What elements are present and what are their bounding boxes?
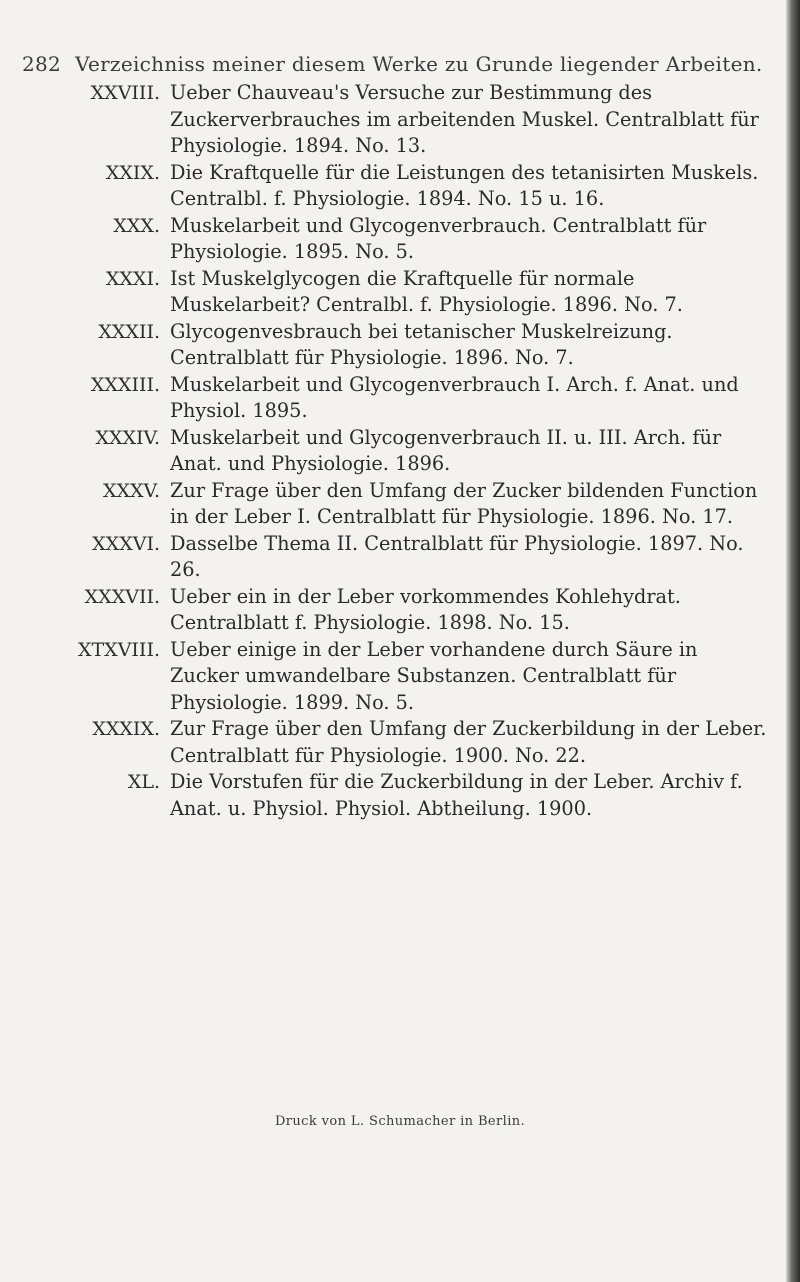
list-item: [0, 213, 800, 266]
entry-text: Die Kraftquelle für die Leistungen des tetanisirten Muskels. Centralbl. f. Physiologie. 1894. No. 15 u. 16.: [170, 160, 759, 210]
entry-text: Muskelarbeit und Glycogenverbrauch. Centralblatt für Physiologie. 1895. No. 5.: [170, 213, 707, 263]
entry-number: XXXVII.: [84, 585, 160, 608]
list-item: [0, 769, 800, 822]
entry-number: XXXIV.: [95, 426, 160, 449]
entry-number: XXIX.: [105, 161, 160, 184]
entry-number: XXVIII.: [90, 82, 160, 104]
publication-list: [0, 80, 800, 822]
list-item: [0, 637, 800, 717]
entry-number: XXXVI.: [92, 532, 160, 555]
list-item: [0, 372, 800, 425]
entry-number: XL.: [127, 771, 160, 793]
printer-imprint: Druck von L. Schumacher in Berlin.: [274, 1114, 526, 1129]
list-item: [0, 319, 800, 372]
list-item: [0, 478, 800, 531]
list-item: [0, 266, 800, 319]
entry-text: Dasselbe Thema II. Centralblatt für Physiologie. 1897. No. 26.: [170, 531, 744, 581]
entry-text: Ist Muskelglycogen die Kraftquelle für normale Muskelarbeit? Centralbl. f. Physiologie. 1896. No. 7.: [170, 266, 683, 316]
entry-text: Ueber ein in der Leber vorkommendes Kohlehydrat. Centralblatt f. Physiologie. 1898. No. 15.: [170, 584, 681, 634]
page-number: 282: [22, 52, 62, 76]
entry-number: XXXV.: [102, 479, 160, 502]
entry-number: XXXI.: [105, 267, 160, 290]
entry-text: Muskelarbeit und Glycogenverbrauch I. Arch. f. Anat. und Physiol. 1895.: [170, 372, 739, 422]
entry-text: Zur Frage über den Umfang der Zuckerbildung in der Leber. Centralblatt für Physiologie. 1900. No. 22.: [170, 717, 767, 767]
entry-text: Ueber einige in der Leber vorhandene durch Säure in Zucker umwandelbare Substanzen. Centralblatt für Physiologie. 1899. No. 5.: [170, 637, 698, 714]
running-title: Verzeichniss meiner diesem Werke zu Grunde liegender Arbeiten.: [75, 52, 763, 76]
entry-number: XXXII.: [98, 320, 160, 343]
running-header: [22, 52, 762, 76]
list-item: [0, 716, 800, 769]
entry-number: XXXIX.: [92, 718, 160, 740]
entry-text: Ueber Chauveau's Versuche zur Bestimmung des Zuckerverbrauches im arbeitenden Muskel. Centralblatt für Physiologie. 1894. No. 13.: [170, 81, 759, 157]
entry-number: XTXVIII.: [77, 638, 160, 661]
entry-number: XXXIII.: [90, 373, 160, 396]
entry-text: Zur Frage über den Umfang der Zucker bildenden Function in der Leber I. Centralblatt für Physiologie. 1896. No. 17.: [170, 478, 758, 528]
list-item: [0, 160, 800, 213]
entry-text: Glycogenvesbrauch bei tetanischer Muskelreizung. Centralblatt für Physiologie. 1896. No. 7.: [170, 319, 673, 369]
list-item: [0, 80, 800, 160]
entry-number: XXX.: [113, 214, 160, 237]
list-item: [0, 584, 800, 637]
entry-text: Muskelarbeit und Glycogenverbrauch II. u. III. Arch. für Anat. und Physiologie. 1896.: [170, 425, 722, 475]
list-item: [0, 425, 800, 478]
list-item: [0, 531, 800, 584]
entry-text: Die Vorstufen für die Zuckerbildung in der Leber. Archiv f. Anat. u. Physiol. Physiol. Abtheilung. 1900.: [170, 770, 743, 820]
